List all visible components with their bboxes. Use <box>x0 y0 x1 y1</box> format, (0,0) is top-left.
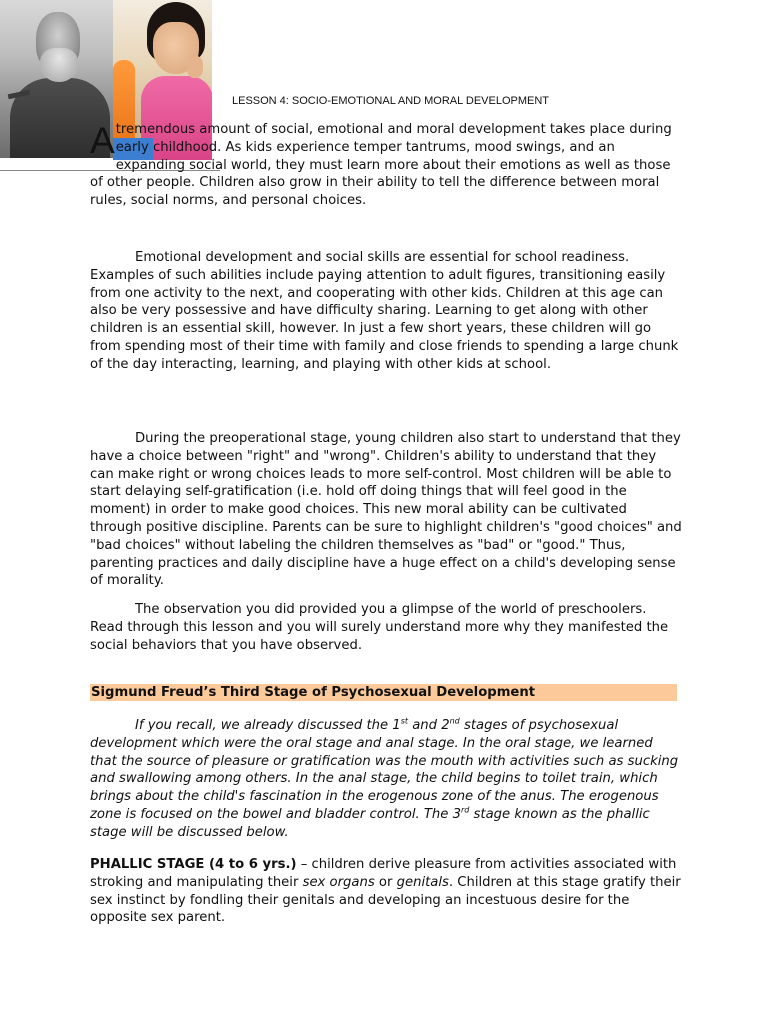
observation-text: The observation you did provided you a glimpse of the world of preschoolers. Read through this lesson and you will surely understand more why they manifested the social behaviors that you have observed. <box>90 602 669 653</box>
recall-part2: and 2 <box>408 718 450 733</box>
recall-part1: If you recall, we already discussed the 1 <box>135 718 401 733</box>
emotional-text: Emotional development and social skills are essential for school readiness. Examples of such abilities include paying attention to adult figures, transitioning easily from one activity to the next, and cooperating with other kids. Children at this age can also be very possessive and have difficulty sharing. Learning to get along with other children is an essential skill, however. In just a few short years, these children will go from spending most of their time with family and close friends to spending a large chunk of the day interacting, learning, and playing with other kids at school. <box>90 250 679 372</box>
portrait-beard <box>40 48 78 82</box>
phallic-stage-paragraph <box>90 856 682 927</box>
phallic-em1: sex organs <box>302 874 375 890</box>
preoperational-text: During the preoperational stage, young children also start to understand that they have a choice between "right" and "wrong". Children's ability to understand that they can make right or wrong choices leads to more self-control. Most children will be able to start delaying self-gratification (i.e. hold off doing things that will feel good in the moment) in order to make good choices. This new moral ability can be cultivated through positive discipline. Parents can be sure to highlight children's "good choices" and "bad choices" without labeling the children themselves as "bad" or "good." Thus, parenting practices and daily discipline have a huge effect on a child's developing sense of morality. <box>90 431 682 589</box>
phallic-part1: – children derive pleasure from activities associated with stroking and manipulating their <box>90 857 677 890</box>
recall-sup-2: nd <box>449 716 460 726</box>
phallic-stage-label: PHALLIC STAGE (4 to 6 yrs.) <box>90 857 297 872</box>
phallic-em2: genitals <box>396 874 449 890</box>
intro-text: tremendous amount of social, emotional and moral development takes place during early childhood. As kids experience temper tantrums, mood swings, and an expanding social world, they must learn more about their emotions as well as those of other people. Children also grow in their ability to tell the difference between moral rules, social norms, and personal choices. <box>90 122 672 209</box>
observation-paragraph <box>90 601 682 654</box>
recall-sup-3: rd <box>460 805 470 815</box>
recall-part3: stages of psychosexual development which were the oral stage and anal stage. In the oral stage, we learned that the source of pleasure or gratification was the mouth with activities such as sucking and swallowing among others. In the anal stage, the child begins to toilet train, which brings about the child's fascination in the erogenous zone of the anus. The erogenous zone is focused on the bowel and bladder control. The 3 <box>90 718 679 822</box>
section-heading: Sigmund Freud’s Third Stage of Psychosexual Development <box>90 684 677 701</box>
phallic-part2: or <box>374 874 397 890</box>
lesson-title: LESSON 4: SOCIO-EMOTIONAL AND MORAL DEVELOPMENT <box>232 95 550 107</box>
drop-cap: A <box>90 120 115 161</box>
recall-part4: stage known as the phallic stage will be discussed below. <box>90 806 650 840</box>
phallic-text <box>90 856 682 927</box>
preoperational-paragraph <box>90 430 682 590</box>
recall-text <box>90 717 682 842</box>
emotional-development-paragraph <box>90 249 682 374</box>
recall-paragraph <box>90 717 682 842</box>
phallic-part3: . Children at this stage gratify their sex instinct by fondling their genitals and developing an incestuous desire for the opposite sex parent. <box>90 874 681 926</box>
child-hand <box>187 56 203 78</box>
intro-paragraph <box>90 121 682 210</box>
recall-sup-1: st <box>400 716 409 726</box>
